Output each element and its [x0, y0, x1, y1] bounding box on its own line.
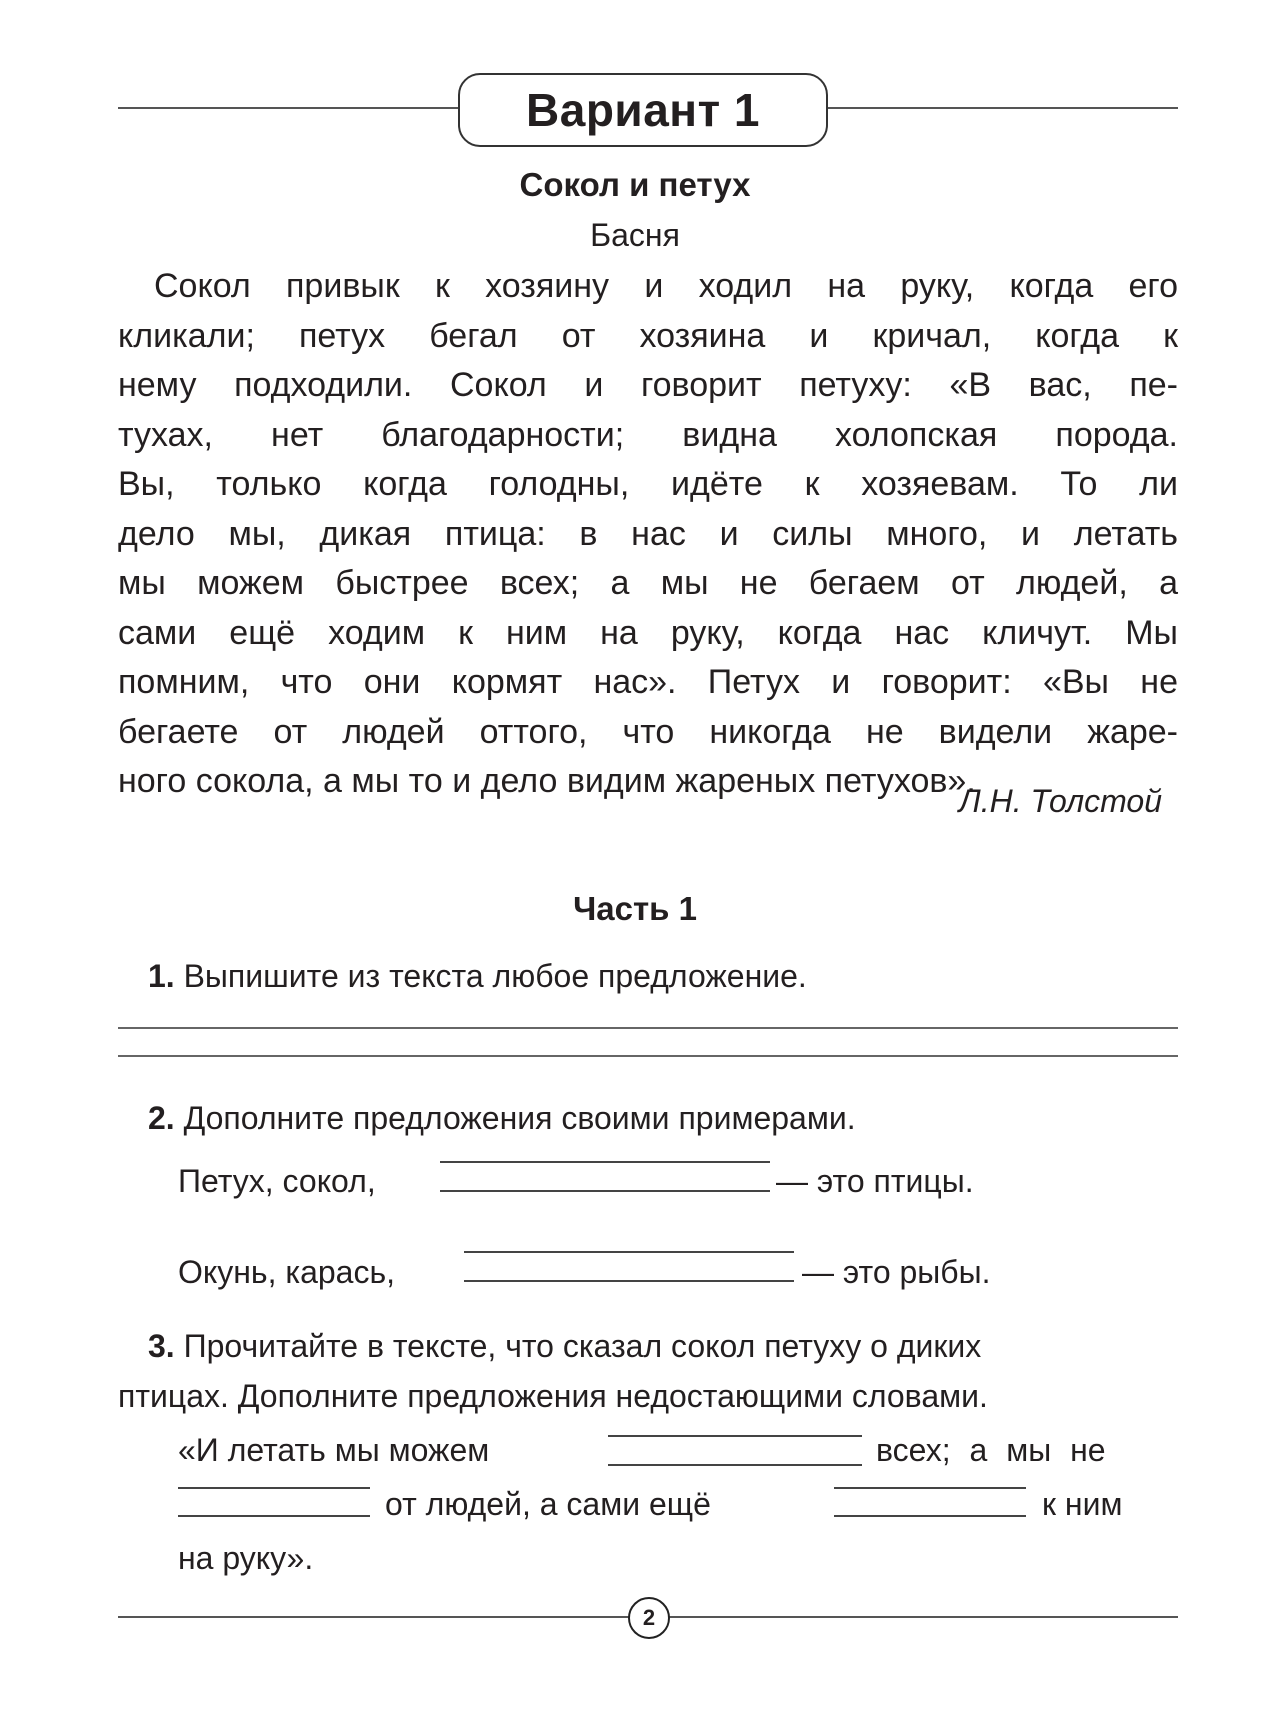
page-number [628, 1597, 670, 1639]
story-line: дело мы, дикая птица: в нас и силы много, и летать [118, 514, 1178, 553]
task-3-line2: птицах. Дополните предложения недостающими словами. [118, 1378, 988, 1414]
page-number-text: 2 [642, 1605, 656, 1630]
task3-blank-2-top[interactable] [178, 1487, 370, 1489]
story-line: кликали; петух бегал от хозяина и кричал, когда к [118, 316, 1178, 355]
task-2 [148, 1100, 856, 1137]
variant-title-box [458, 73, 828, 147]
task-number: 2. [148, 1100, 175, 1136]
story-line: Сокол привык к хозяину и ходил на руку, когда его [154, 267, 1178, 305]
task3-blank-3[interactable] [834, 1515, 1026, 1517]
story-line: бегаете от людей оттого, что никогда не видели жаре- [118, 712, 1178, 751]
story-line: сами ещё ходим к ним на руку, когда нас кличут. Мы [118, 613, 1178, 652]
task-1 [148, 958, 807, 995]
footer-rule-right [664, 1616, 1178, 1618]
story-line: нему подходили. Сокол и говорит петуху: «В вас, пе- [118, 366, 1178, 404]
task2-row1-suffix: — это птицы. [776, 1163, 974, 1199]
task-text: Прочитайте в тексте, что сказал сокол петуху о диких [183, 1328, 982, 1364]
story-line: Вы, только когда голодны, идёте к хозяевам. То ли [118, 465, 1178, 503]
task3-fill-c: от людей, а сами ещё [385, 1486, 711, 1522]
task2-row1-blank-top[interactable] [440, 1161, 770, 1163]
story-line: мы можем быстрее всех; а мы не бегаем от людей, а [118, 564, 1178, 602]
task3-blank-2[interactable] [178, 1515, 370, 1517]
task2-row2-prefix: Окунь, карась, [178, 1254, 396, 1290]
task3-blank-3-top[interactable] [834, 1487, 1026, 1489]
task2-row2-blank[interactable] [464, 1280, 794, 1282]
part-title: Часть 1 [573, 890, 697, 927]
variant-title: Вариант 1 [526, 84, 760, 136]
task3-fill-a: «И летать мы можем [178, 1432, 490, 1468]
task3-fill-d: к ним [1042, 1486, 1123, 1522]
story-author: Л.Н. Толстой [958, 783, 1162, 819]
task-text: Выпишите из текста любое предложение. [183, 958, 807, 994]
story-line: ного сокола, а мы то и дело видим жареных петухов». [118, 762, 976, 800]
story-title: Сокол и петух [519, 166, 751, 203]
story-text [118, 262, 1178, 807]
story-line: помним, что они кормят нас». Петух и говорит: «Вы не [118, 663, 1178, 701]
task-text: Дополните предложения своими примерами. [183, 1100, 856, 1136]
task2-row2-blank-top[interactable] [464, 1251, 794, 1253]
task3-fill-b: всех; а мы не [876, 1432, 1106, 1468]
task2-row1-blank[interactable] [440, 1190, 770, 1192]
task-number: 1. [148, 958, 175, 994]
answer-line-1[interactable] [118, 1027, 1178, 1029]
story-line: тухах, нет благодарности; видна холопская порода. [118, 415, 1178, 454]
answer-line-2[interactable] [118, 1055, 1178, 1057]
task3-fill-e: на руку». [178, 1540, 314, 1576]
task2-row2-suffix: — это рыбы. [802, 1254, 991, 1290]
footer-rule-left [118, 1616, 630, 1618]
story-genre: Басня [590, 217, 680, 253]
task2-row1-prefix: Петух, сокол, [178, 1163, 376, 1199]
header-rule-right [822, 107, 1178, 109]
task-number: 3. [148, 1328, 175, 1364]
header-rule-left [118, 107, 460, 109]
task3-blank-1[interactable] [608, 1464, 862, 1466]
task-3 [148, 1328, 981, 1365]
task3-blank-1-top[interactable] [608, 1435, 862, 1437]
